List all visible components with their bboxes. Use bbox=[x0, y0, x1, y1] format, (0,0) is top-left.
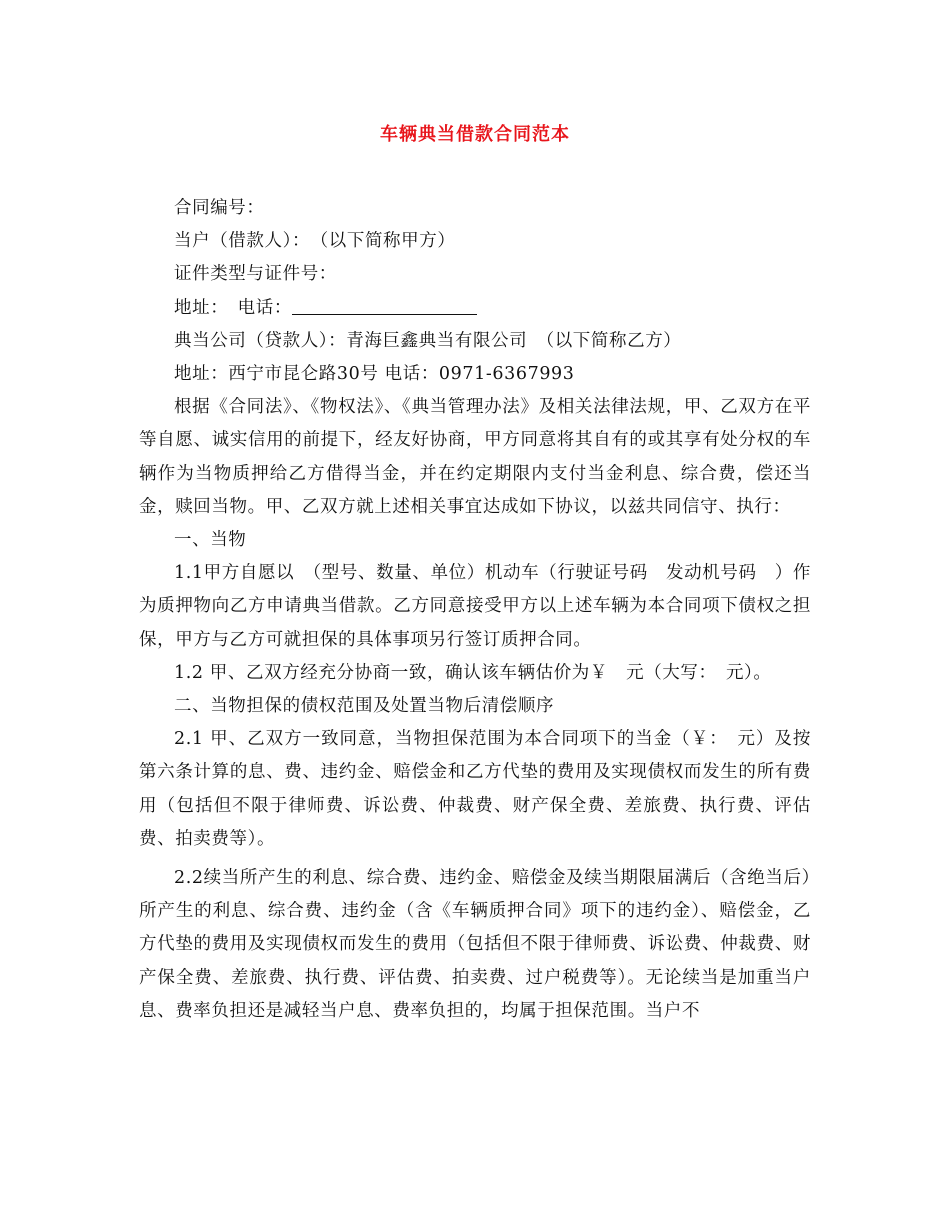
document-title: 车辆典当借款合同范本 bbox=[380, 124, 570, 145]
pawner-field: 当户（借款人）： （以下简称甲方） bbox=[174, 231, 456, 252]
section-heading-2: 二、当物担保的债权范围及处置当物后清偿顺序 bbox=[174, 696, 555, 717]
clause-2-2: 2.2续当所产生的利息、综合费、违约金、赔偿金及续当期限届满后（含绝当后）所产生的利息、综合费、违约金（含《车辆质押合同》项下的违约金）、赔偿金，乙方代垫的费用及实现债权而发生的费用（包括但不限于律师费、诉讼费、仲裁费、财产保全费、差旅费、执行费、评估费、拍卖费、过户税费等）。无论续当是加重当户息、费率负担还是减轻当户息、费率负担的，均属于担保范围。当户不 bbox=[139, 868, 811, 1021]
clause-1-1: 1.1甲方自愿以 （型号、数量、单位）机动车（行驶证号码 发动机号码 ）作为质押物向乙方申请典当借款。乙方同意接受甲方以上述车辆为本合同项下债权之担保，甲方与乙方可就担保的具体事项另行签订质押合同。 bbox=[139, 563, 811, 650]
clause-1-2: 1.2 甲、乙双方经充分协商一致，确认该车辆估价为￥ 元（大写： 元）。 bbox=[174, 662, 772, 683]
address-phone-label: 地址： 电话： bbox=[174, 297, 292, 318]
pawnshop-field: 典当公司（贷款人）：青海巨鑫典当有限公司 （以下简称乙方） bbox=[174, 330, 682, 351]
address-phone-field bbox=[139, 292, 811, 325]
id-type-field: 证件类型与证件号： bbox=[174, 264, 337, 285]
preamble-paragraph: 根据《合同法》、《物权法》、《典当管理办法》及相关法律法规，甲、乙双方在平等自愿、诚实信用的前提下，经友好协商，甲方同意将其自有的或其享有处分权的车辆作为当物质押给乙方借得当金，并在约定期限内支付当金利息、综合费，偿还当金，赎回当物。甲、乙双方就上述相关事宜达成如下协议，以兹共同信守、执行： bbox=[139, 397, 811, 517]
section-heading-1: 一、当物 bbox=[174, 530, 247, 551]
document-body bbox=[139, 192, 811, 1028]
pawnshop-address-field: 地址：西宁市昆仑路30号 电话：0971-6367993 bbox=[174, 364, 575, 385]
clause-2-1: 2.1 甲、乙双方一致同意，当物担保范围为本合同项下的当金（￥： 元）及按第六条计算的息、费、违约金、赔偿金和乙方代垫的费用及实现债权而发生的所有费用（包括但不限于律师费、诉讼费、仲裁费、财产保全费、差旅费、执行费、评估费、拍卖费等）。 bbox=[139, 729, 811, 849]
phone-blank-line bbox=[292, 294, 477, 315]
contract-number-field: 合同编号： bbox=[174, 198, 265, 218]
